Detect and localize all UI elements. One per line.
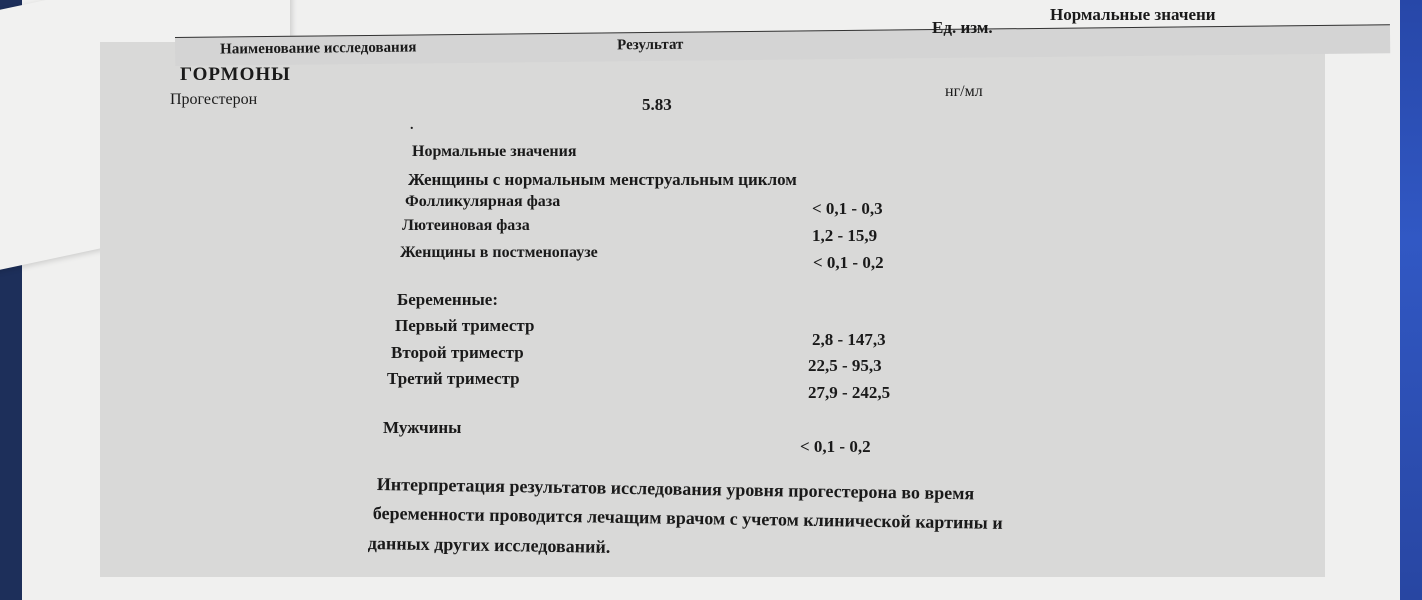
interpretation-line-1: Интерпретация результатов исследования уровня прогестерона во время xyxy=(376,474,975,504)
men-value: < 0,1 - 0,2 xyxy=(800,437,871,456)
test-result: 5.83 xyxy=(642,95,672,114)
normal-label-luteal: Лютеиновая фаза xyxy=(402,217,530,234)
interpretation-line-2: беременности проводится лечащим врачом с учетом клинической картины и xyxy=(372,503,1003,533)
interpretation-line-3: данных других исследований. xyxy=(367,533,611,557)
header-unit-col: Ед. изм. xyxy=(932,18,993,37)
header-name-col: Наименование исследования xyxy=(220,39,417,58)
pregnant-label-3: Третий триместр xyxy=(387,369,520,388)
pregnant-value-2: 22,5 - 95,3 xyxy=(808,356,882,375)
group-women: Женщины с нормальным менструальным циклом xyxy=(408,170,797,189)
stray-dot: . xyxy=(410,118,414,133)
pregnant-value-3: 27,9 - 242,5 xyxy=(808,383,891,402)
pregnant-label-1: Первый триместр xyxy=(395,316,535,335)
test-unit: нг/мл xyxy=(945,83,983,100)
pregnant-label-2: Второй триместр xyxy=(391,343,524,362)
men-label: Мужчины xyxy=(383,418,462,437)
pregnant-heading: Беременные: xyxy=(397,290,498,309)
normal-label-follicular: Фолликулярная фаза xyxy=(405,193,561,210)
normal-value-postmenopause: < 0,1 - 0,2 xyxy=(813,253,884,272)
normal-label-postmenopause: Женщины в постменопаузе xyxy=(400,244,598,261)
normal-value-luteal: 1,2 - 15,9 xyxy=(812,226,878,245)
test-name: Прогестерон xyxy=(170,91,258,108)
pregnant-value-1: 2,8 - 147,3 xyxy=(812,330,886,349)
normal-value-follicular: < 0,1 - 0,3 xyxy=(812,199,883,218)
normals-heading: Нормальные значения xyxy=(412,143,577,160)
section-title: ГОРМОНЫ xyxy=(180,64,291,85)
header-normal-col: Нормальные значени xyxy=(1050,5,1216,24)
header-result-col: Результат xyxy=(617,36,684,54)
